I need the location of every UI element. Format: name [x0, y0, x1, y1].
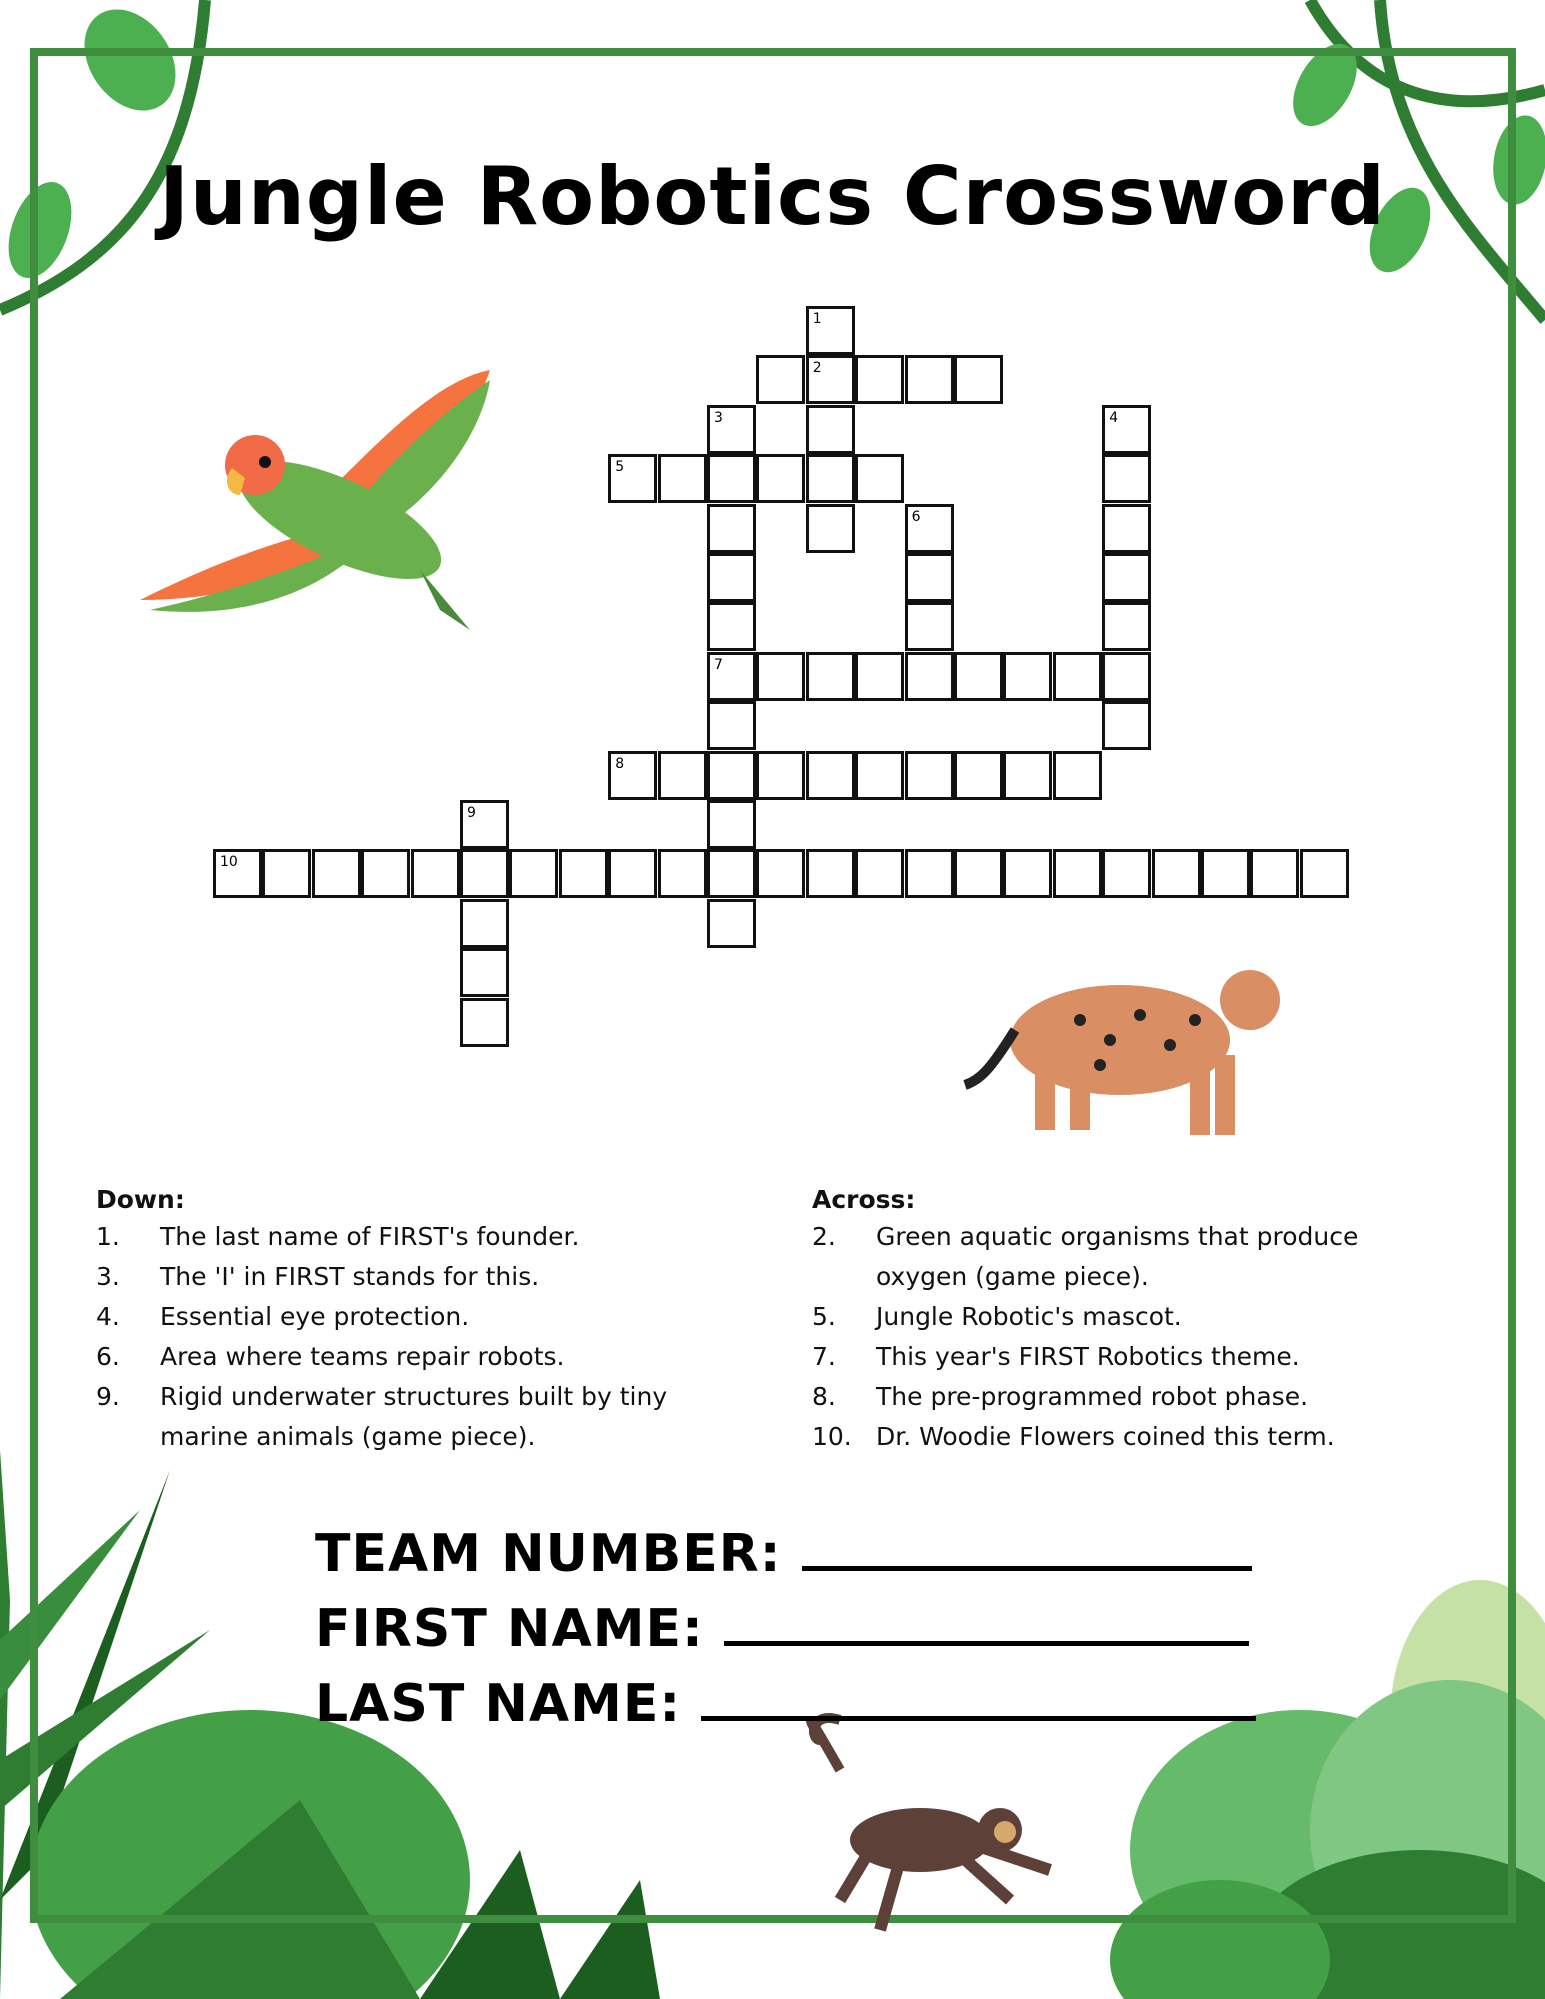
across-clues	[812, 1183, 1452, 1457]
crossword-cell[interactable]	[707, 602, 756, 651]
clue-number: 7	[714, 656, 723, 673]
team-number-line[interactable]	[802, 1518, 1252, 1571]
crossword-cell[interactable]	[707, 751, 756, 800]
crossword-cell[interactable]	[1102, 701, 1151, 750]
crossword-cell[interactable]	[806, 405, 855, 454]
crossword-cell[interactable]	[1152, 849, 1201, 898]
clue-number: 9	[467, 805, 476, 821]
page-title: Jungle Robotics Crossword	[159, 150, 1386, 243]
crossword-cell[interactable]	[707, 701, 756, 750]
down-clues	[96, 1183, 736, 1457]
clue-across-7: 7. This year's FIRST Robotics theme.	[812, 1342, 1300, 1371]
first-name-line[interactable]	[724, 1593, 1249, 1646]
crossword-cell[interactable]	[707, 454, 756, 503]
crossword-cell[interactable]	[1003, 849, 1052, 898]
across-heading: Across:	[812, 1185, 916, 1214]
crossword-cell[interactable]	[905, 553, 954, 602]
crossword-cell[interactable]	[559, 849, 608, 898]
crossword-cell[interactable]	[608, 454, 657, 503]
crossword-cell[interactable]	[1102, 454, 1151, 503]
crossword-cell[interactable]	[806, 355, 855, 404]
crossword-cell[interactable]	[411, 849, 460, 898]
clue-number: 3	[714, 409, 723, 426]
crossword-cell[interactable]	[1102, 553, 1151, 602]
crossword-cell[interactable]	[954, 849, 1003, 898]
crossword-cell[interactable]	[1102, 405, 1151, 454]
crossword-cell[interactable]	[806, 454, 855, 503]
clue-number: 10	[220, 854, 238, 871]
crossword-cell[interactable]	[460, 849, 509, 898]
crossword-cell[interactable]	[756, 454, 805, 503]
crossword-cell[interactable]	[855, 652, 904, 701]
crossword-cell[interactable]	[806, 306, 855, 355]
crossword-cell[interactable]	[1201, 849, 1250, 898]
crossword-cell[interactable]	[707, 652, 756, 701]
crossword-cell[interactable]	[707, 504, 756, 553]
crossword-cell[interactable]	[905, 751, 954, 800]
clue-number: 2	[812, 360, 822, 377]
crossword-cell[interactable]	[361, 849, 410, 898]
down-heading: Down:	[96, 1185, 185, 1214]
clue-across-8: 8. The pre-programmed robot phase.	[812, 1382, 1309, 1411]
last-name-label: LAST NAME:	[315, 1674, 682, 1734]
clue-number: 4	[1109, 409, 1119, 426]
crossword-cell[interactable]	[954, 652, 1003, 701]
crossword-cell[interactable]	[905, 849, 954, 898]
crossword-cell[interactable]	[1053, 652, 1102, 701]
crossword-cell[interactable]	[509, 849, 558, 898]
crossword-cell[interactable]	[954, 751, 1003, 800]
crossword-cell[interactable]	[905, 602, 954, 651]
first-name-field	[315, 1593, 1249, 1659]
clue-number: 5	[615, 459, 625, 476]
crossword-cell[interactable]	[806, 504, 855, 553]
last-name-field	[315, 1668, 1256, 1734]
last-name-line[interactable]	[701, 1668, 1256, 1721]
crossword-cell[interactable]	[707, 800, 756, 849]
crossword-cell[interactable]	[855, 751, 904, 800]
clue-number: 8	[615, 755, 625, 772]
clue-down-9: 9. Rigid underwater structures built by tiny marine animals (game piece).	[96, 1382, 668, 1451]
crossword-cell[interactable]	[213, 849, 262, 898]
clue-down-3: 3. The 'I' in FIRST stands for this.	[96, 1262, 540, 1291]
crossword-cell[interactable]	[756, 849, 805, 898]
crossword-cell[interactable]	[707, 849, 756, 898]
crossword-cell[interactable]	[608, 751, 657, 800]
crossword-cell[interactable]	[905, 504, 954, 553]
crossword-cell[interactable]	[707, 553, 756, 602]
clue-number: 1	[812, 311, 822, 327]
crossword-cell[interactable]	[1102, 652, 1151, 701]
crossword-cell[interactable]	[1102, 504, 1151, 553]
crossword-cell[interactable]	[460, 800, 509, 849]
clue-down-4: 4. Essential eye protection.	[96, 1302, 470, 1331]
crossword-cell[interactable]	[460, 948, 509, 997]
first-name-label: FIRST NAME:	[315, 1599, 704, 1659]
crossword-cell[interactable]	[855, 454, 904, 503]
crossword-cell[interactable]	[707, 899, 756, 948]
crossword-cell[interactable]	[460, 998, 509, 1047]
crossword-cell[interactable]	[1102, 602, 1151, 651]
crossword-cell[interactable]	[756, 355, 805, 404]
crossword-cell[interactable]	[658, 751, 707, 800]
clue-across-10: 10. Dr. Woodie Flowers coined this term.	[812, 1422, 1335, 1451]
crossword-cell[interactable]	[312, 849, 361, 898]
crossword-cell[interactable]	[262, 849, 311, 898]
crossword-cell[interactable]	[1300, 849, 1349, 898]
crossword-cell[interactable]	[855, 849, 904, 898]
crossword-cell[interactable]	[707, 405, 756, 454]
crossword-cell[interactable]	[1053, 751, 1102, 800]
crossword-cell[interactable]	[756, 652, 805, 701]
crossword-cell[interactable]	[855, 355, 904, 404]
crossword-cell[interactable]	[1003, 652, 1052, 701]
crossword-cell[interactable]	[806, 849, 855, 898]
crossword-cell[interactable]	[1053, 849, 1102, 898]
crossword-cell[interactable]	[905, 355, 954, 404]
team-number-field	[315, 1518, 1252, 1584]
crossword-cell[interactable]	[658, 849, 707, 898]
clue-down-1: 1. The last name of FIRST's founder.	[96, 1222, 580, 1251]
clue-across-2: 2. Green aquatic organisms that produce oxygen (game piece).	[812, 1222, 1359, 1291]
crossword-cell[interactable]	[954, 355, 1003, 404]
crossword-cell[interactable]	[460, 899, 509, 948]
crossword-cell[interactable]	[905, 652, 954, 701]
crossword-cell[interactable]	[1003, 751, 1052, 800]
crossword-cell[interactable]	[806, 652, 855, 701]
team-number-label: TEAM NUMBER:	[315, 1524, 782, 1584]
crossword-cell[interactable]	[1250, 849, 1299, 898]
crossword-cell[interactable]	[756, 751, 805, 800]
crossword-cell[interactable]	[806, 751, 855, 800]
clue-number: 6	[911, 508, 921, 525]
crossword-cell[interactable]	[1102, 849, 1151, 898]
crossword-cell[interactable]	[658, 454, 707, 503]
clue-across-5: 5. Jungle Robotic's mascot.	[812, 1302, 1182, 1331]
crossword-cell[interactable]	[608, 849, 657, 898]
clue-down-6: 6. Area where teams repair robots.	[96, 1342, 565, 1371]
